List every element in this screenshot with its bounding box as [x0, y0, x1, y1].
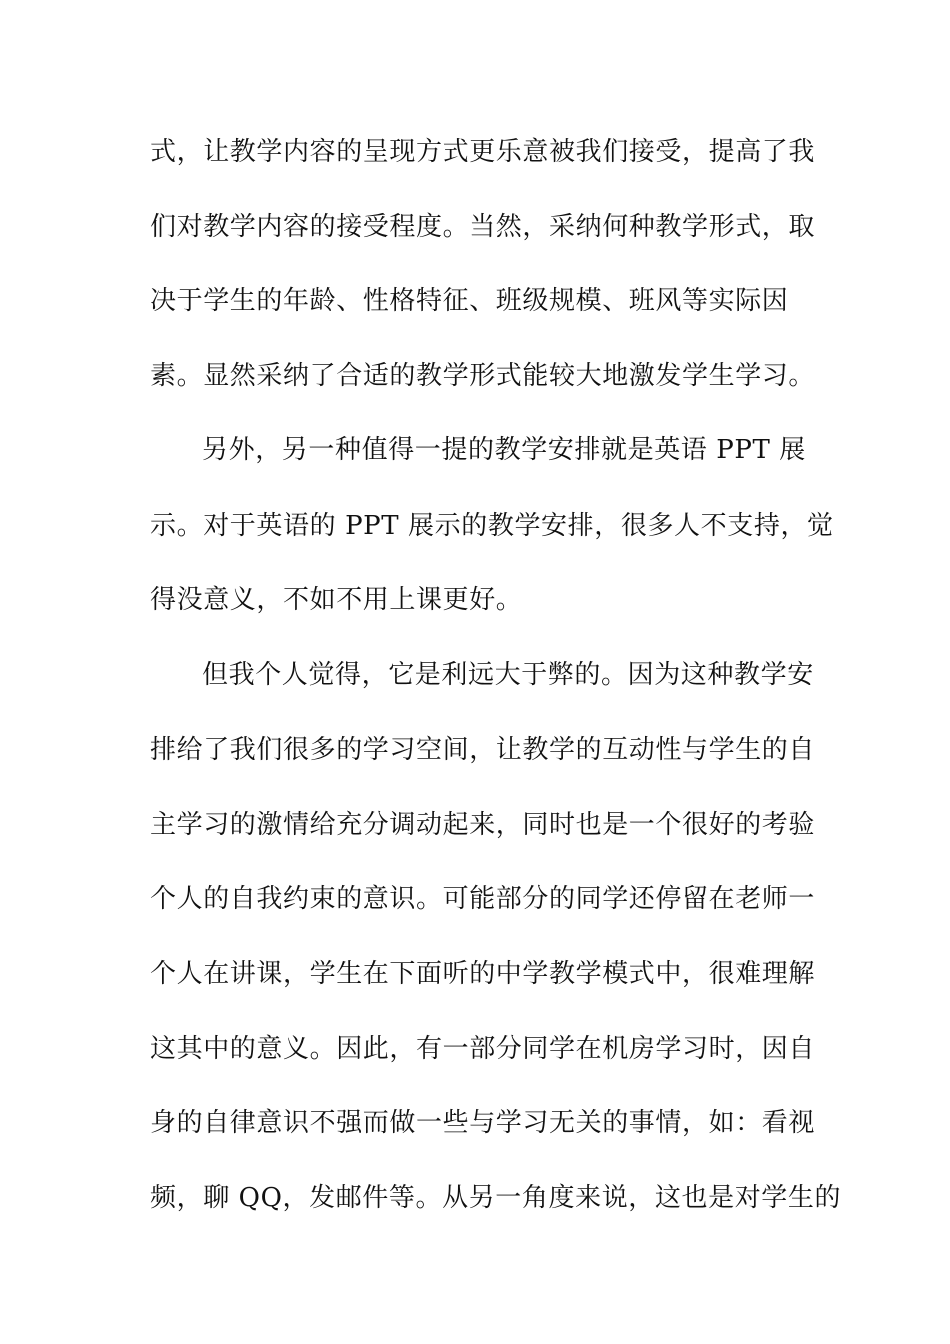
text-line: 个人的自我约束的意识。可能部分的同学还停留在老师一 — [150, 884, 816, 914]
paragraph-first-line: 但我个人觉得，它是利远大于弊的。因为这种教学安 — [202, 660, 814, 690]
text-line: 这其中的意义。因此，有一部分同学在机房学习时，因自 — [150, 1034, 816, 1064]
text-line: 排给了我们很多的学习空间，让教学的互动性与学生的自 — [150, 735, 816, 765]
text-line: 素。显然采纳了合适的教学形式能较大地激发学生学习。 — [150, 361, 816, 391]
text-line: 身的自律意识不强而做一些与学习无关的事情，如：看视 — [150, 1108, 816, 1138]
text-line: 示。对于英语的 PPT 展示的教学安排，很多人不支持，觉 — [150, 511, 834, 541]
text-line: 决于学生的年龄、性格特征、班级规模、班风等实际因 — [150, 286, 789, 316]
text-line: 个人在讲课，学生在下面听的中学教学模式中，很难理解 — [150, 959, 816, 989]
text-line: 得没意义，不如不用上课更好。 — [150, 585, 523, 615]
paragraph-first-line: 另外，另一种值得一提的教学安排就是英语 PPT 展 — [202, 435, 806, 465]
text-line: 们对教学内容的接受程度。当然，采纳何种教学形式，取 — [150, 212, 816, 242]
text-line: 式，让教学内容的呈现方式更乐意被我们接受，提高了我 — [150, 137, 816, 167]
text-line: 主学习的激情给充分调动起来，同时也是一个很好的考验 — [150, 810, 816, 840]
text-line: 频，聊 QQ，发邮件等。从另一角度来说，这也是对学生的 — [150, 1183, 842, 1213]
